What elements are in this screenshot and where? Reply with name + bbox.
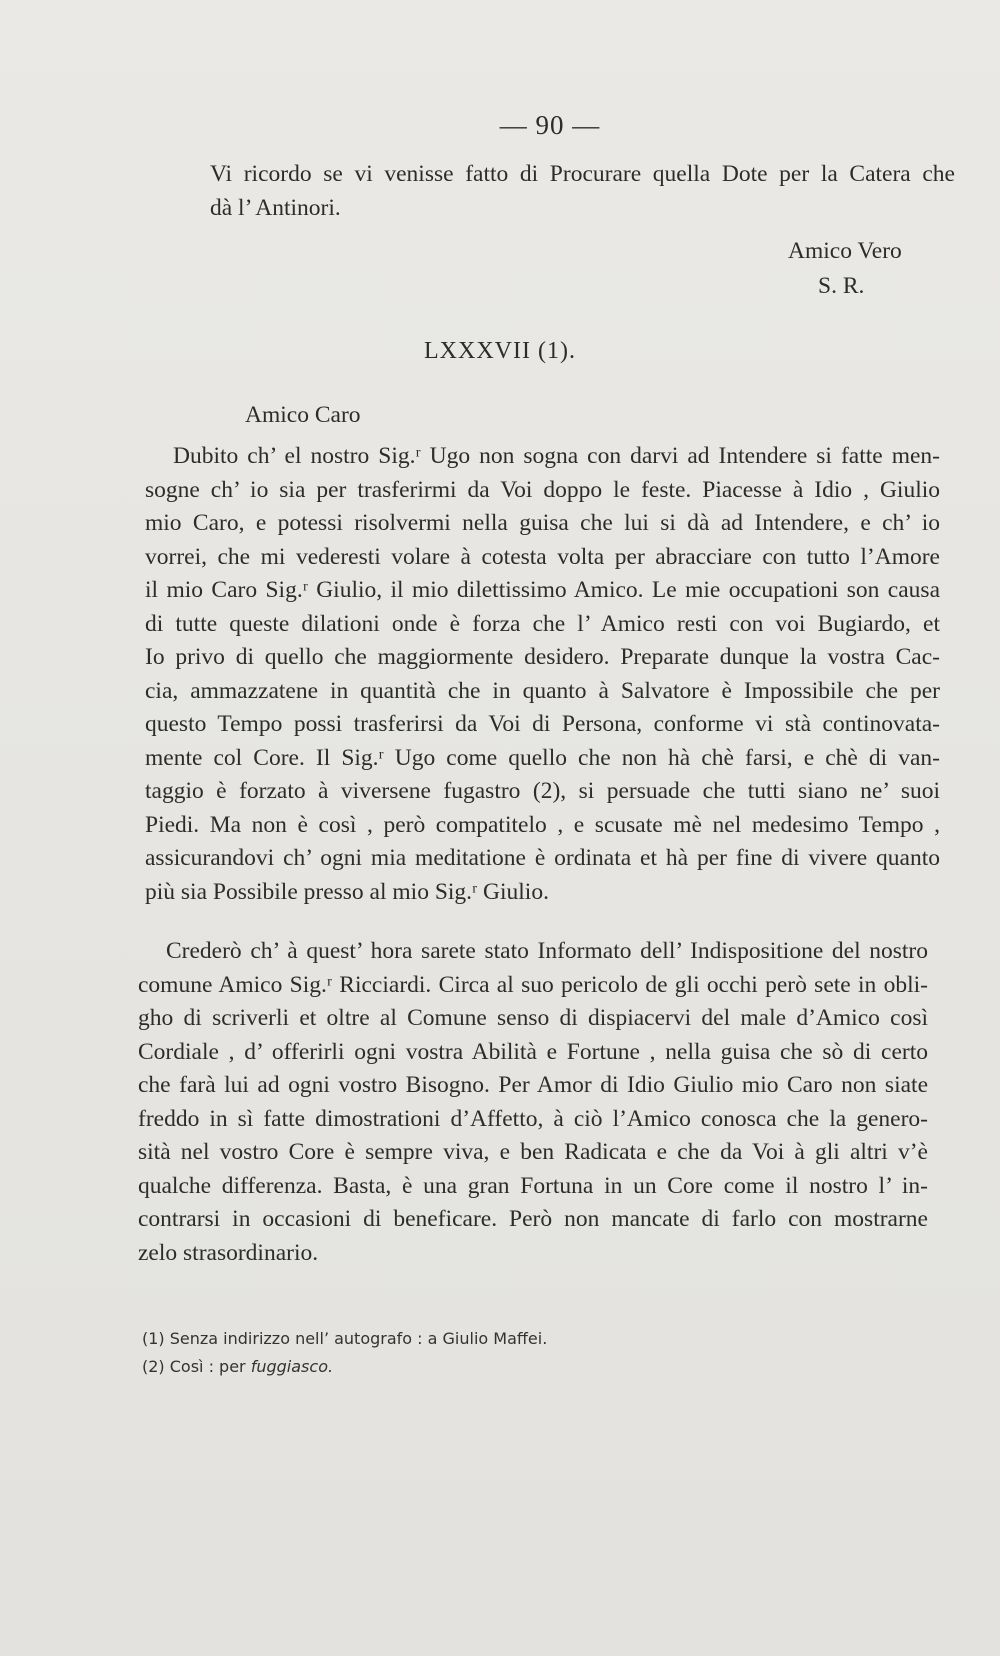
text-line: freddo in sì fatte dimostrationi d’Affetto, à ciò l’Amico conosca che la genero- [138, 1105, 928, 1132]
footnote-1: (1) Senza indirizzo nell’ autografo : a Giulio Maffei. [142, 1329, 548, 1348]
text-line: comune Amico Sig.ʳ Ricciardi. Circa al suo pericolo de gli occhi però sete in obli- [138, 971, 928, 998]
text-line: cia, ammazzatene in quantità che in quanto à Salvatore è Impossibile che per [145, 677, 940, 704]
paragraph-2 [138, 935, 928, 1270]
text-line: di tutte queste dilationi onde è forza che l’ Amico resti con voi Bugiardo, et [145, 610, 940, 637]
text-line: il mio Caro Sig.ʳ Giulio, il mio dilettissimo Amico. Le mie occupationi son causa [145, 577, 940, 603]
closing-signoff: Amico Vero [788, 238, 902, 264]
footnote-2-prefix: (2) Così : per [142, 1357, 251, 1376]
footnote-2 [142, 1353, 547, 1381]
text-line: assicurandovi ch’ ogni mia meditatione è ordinata et hà per fine di vivere quanto [145, 845, 940, 871]
text-line: Crederò ch’ à quest’ hora sarete stato Informato dell’ Indispositione del nostro [166, 938, 928, 964]
text-line: sità nel vostro Core è sempre viva, e ben Radicata e che da Voi à gli altri v’è [138, 1139, 928, 1165]
text-line: che farà lui ad ogni vostro Bisogno. Per Amor di Idio Giulio mio Caro non siate [138, 1072, 928, 1098]
text-line: dà l’ Antinori. [210, 194, 341, 221]
page-number: — 90 — [499, 110, 601, 140]
text-line: qualche differenza. Basta, è una gran Fortuna in un Core come il nostro l’ in- [138, 1172, 928, 1199]
text-line: contrarsi in occasioni di beneficare. Però non mancate di farlo con mostrarne [138, 1206, 928, 1232]
footnotes [142, 1325, 547, 1381]
text-line: Io privo di quello che maggiormente desidero. Preparate dunque la vostra Cac- [145, 644, 940, 670]
text-line: gho di scriverli et oltre al Comune senso di dispiacervi del male d’Amico così [138, 1005, 928, 1031]
paragraph-1 [145, 440, 940, 909]
text-line: Dubito ch’ el nostro Sig.ʳ Ugo non sogna con darvi ad Intendere si fatte men- [173, 443, 940, 469]
text-line: vorrei, che mi vederesti volare à cotesta volta per abracciare con tutto l’Amore [145, 543, 940, 570]
closing-initials: S. R. [818, 273, 865, 299]
text-line: mio Caro, e potessi risolvermi nella guisa che lui si dà ad Intendere, e ch’ io [145, 510, 940, 536]
intro-text [210, 158, 955, 225]
text-line: sogne ch’ io sia per trasferirmi da Voi doppo le feste. Piacesse à Idio , Giulio [145, 476, 940, 503]
text-line: più sia Possibile presso al mio Sig.ʳ Giulio. [145, 878, 549, 905]
letter-heading: LXXXVII (1). [424, 338, 576, 364]
text-line: Piedi. Ma non è così , però compatitelo , e scusate mè nel medesimo Tempo , [145, 811, 940, 838]
text-line: mente col Core. Il Sig.ʳ Ugo come quello che non hà chè farsi, e chè di van- [145, 744, 940, 771]
footnote-2-term: fuggiasco. [250, 1357, 334, 1376]
text-line: Vi ricordo se vi venisse fatto di Procurare quella Dote per la Catera che [210, 161, 955, 187]
text-line: zelo strasordinario. [138, 1239, 319, 1266]
text-line: taggio è forzato à viversene fugastro (2), si persuade che tutti siano ne’ suoi [145, 778, 940, 804]
text-line: questo Tempo possi trasferirsi da Voi di Persona, conforme vi stà continovata- [145, 711, 940, 737]
salutation: Amico Caro [245, 402, 361, 428]
text-line: Cordiale , d’ offerirli ogni vostra Abilità e Fortune , nella guisa che sò di certo [138, 1038, 928, 1065]
